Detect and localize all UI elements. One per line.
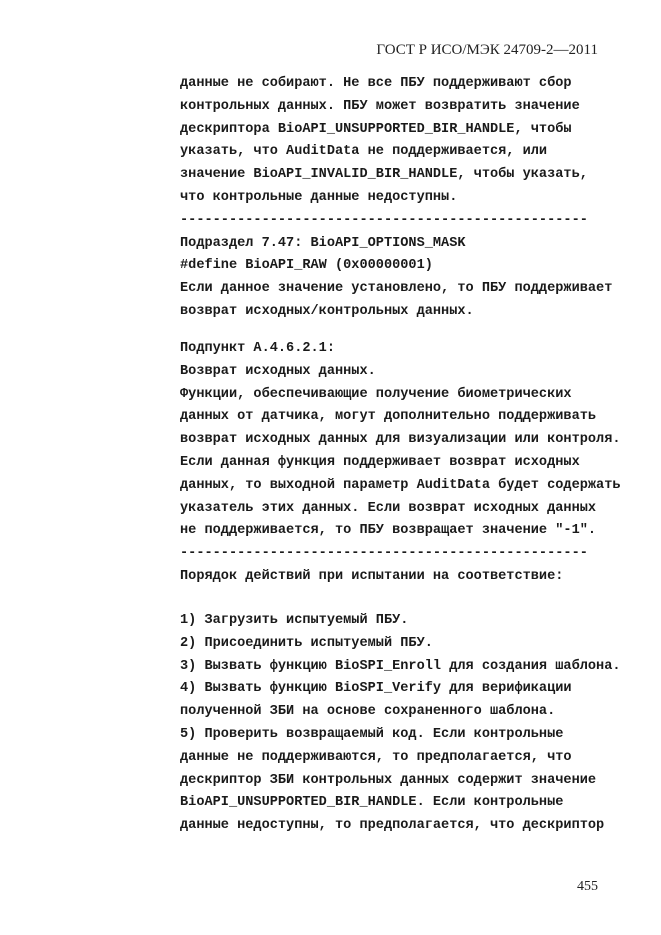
text-line: полученной ЗБИ на основе сохраненного шаблона. [180,704,556,720]
text-line: значение BioAPI_INVALID_BIR_HANDLE, чтобы указать, [180,167,588,183]
text-line: указатель этих данных. Если возврат исходных данных [180,500,597,516]
text-block-2 [180,338,621,589]
text-line: Функции, обеспечивающие получение биометрических [180,386,572,402]
text-line: Если данная функция поддерживает возврат исходных [180,454,580,470]
text-line: 2) Присоединить испытуемый ПБУ. [180,635,433,651]
text-line: не поддерживается, то ПБУ возвращает значение "-1". [180,523,597,539]
text-line: Подраздел 7.47: BioAPI_OPTIONS_MASK [180,235,466,251]
text-line: данные не поддерживаются, то предполагается, что [180,749,572,765]
text-line: #define BioAPI_RAW (0x00000001) [180,258,433,274]
text-line: данные не собирают. Не все ПБУ поддерживают сбор [180,76,572,91]
text-line: контрольных данных. ПБУ может возвратить значение [180,98,580,114]
page-number: 455 [577,879,598,894]
text-line: данных от датчика, могут дополнительно поддерживать [180,409,597,425]
text-line: 5) Проверить возвращаемый код. Если контрольные [180,726,564,742]
text-line: BioAPI_UNSUPPORTED_BIR_HANDLE. Если контрольные [180,795,564,811]
separator-line: -------------------------------------------------- [180,546,588,562]
text-line: данные недоступны, то предполагается, что дескриптор [180,818,605,834]
separator-line: -------------------------------------------------- [180,212,588,228]
document-header: ГОСТ Р ИСО/МЭК 24709-2—2011 [376,42,598,58]
text-line: Порядок действий при испытании на соответствие: [180,568,564,584]
text-line: Возврат исходных данных. [180,363,376,379]
text-line: возврат исходных/контрольных данных. [180,303,474,319]
text-line: данных, то выходной параметр AuditData будет содержать [180,477,621,493]
text-block-1 [180,73,612,324]
text-block-3 [180,610,621,838]
text-line: возврат исходных данных для визуализации или контроля. [180,432,621,448]
text-line: дескриптора BioAPI_UNSUPPORTED_BIR_HANDLE, чтобы [180,121,572,137]
text-line: что контрольные данные недоступны. [180,189,458,205]
text-line: Если данное значение установлено, то ПБУ поддерживает [180,281,613,297]
text-line: Подпункт A.4.6.2.1: [180,341,335,356]
text-line: дескриптор ЗБИ контрольных данных содержит значение [180,772,597,788]
text-line: 3) Вызвать функцию BioSPI_Enroll для создания шаблона. [180,658,621,674]
text-line: указать, что AuditData не поддерживается, или [180,144,548,160]
text-line: 4) Вызвать функцию BioSPI_Verify для верификации [180,681,572,697]
text-line: 1) Загрузить испытуемый ПБУ. [180,613,409,628]
